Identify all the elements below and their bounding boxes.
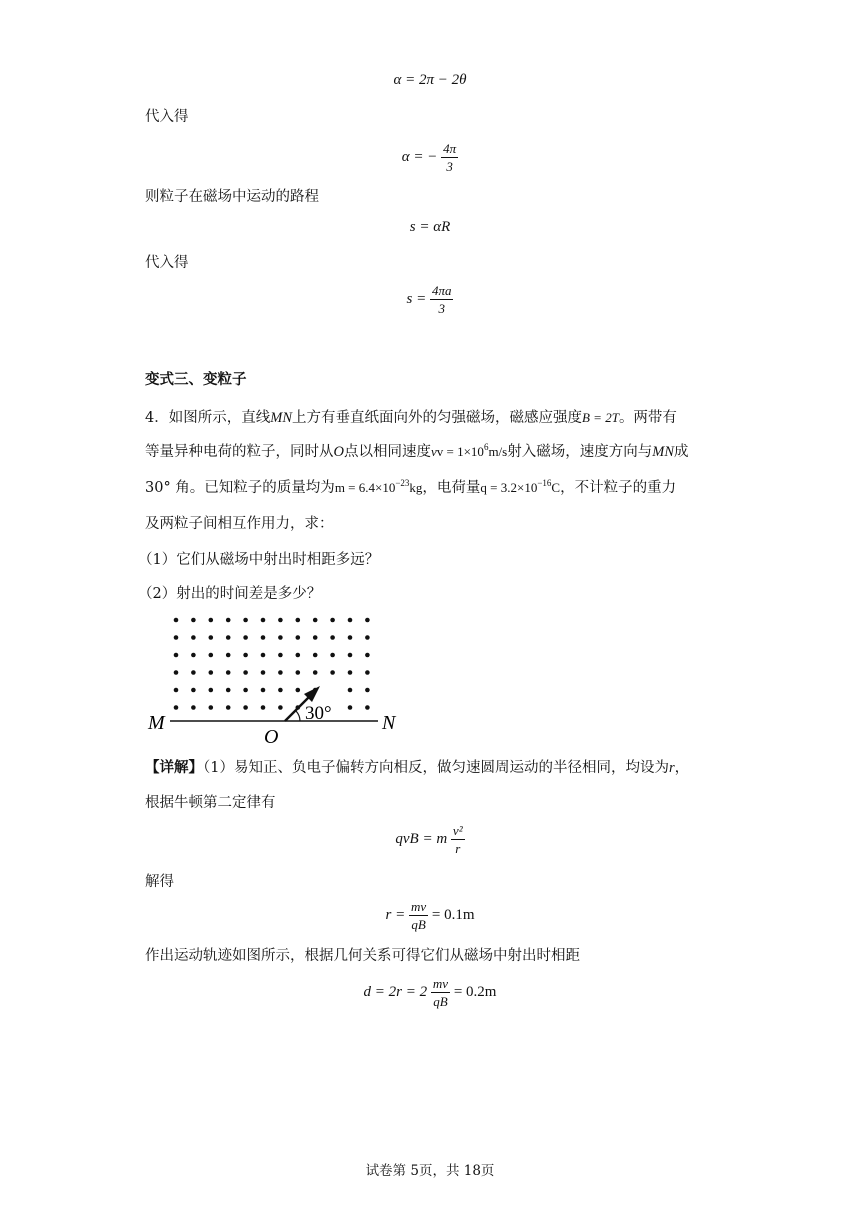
equation-alpha-value: α = − $\frac{4\pi}{3}$ <box>401 141 457 174</box>
field-dot <box>209 670 214 675</box>
field-dot <box>174 705 179 710</box>
field-dot <box>278 618 283 623</box>
field-dot <box>174 688 179 693</box>
question-2: （2）射出的时间差是多少？ <box>138 586 322 602</box>
field-dot <box>226 635 231 640</box>
field-dot <box>191 618 196 623</box>
field-dot <box>209 635 214 640</box>
field-dot <box>226 670 231 675</box>
problem-line-3: 30° 角。已知粒子的质量均为$m = 6.4\times 10^{-23}kg$，电荷量$q = 3.2\times 10^{-16}C$，不计粒子的重力 <box>145 478 677 496</box>
label-n: N <box>382 712 396 734</box>
field-dot <box>261 618 266 623</box>
field-dot <box>348 618 353 623</box>
label-o: O <box>264 726 279 743</box>
field-dot <box>191 705 196 710</box>
section-title: 变式三、变粒子 <box>145 371 247 388</box>
field-dot <box>348 670 353 675</box>
field-dot <box>209 618 214 623</box>
text-substitute-2: 代入得 <box>145 255 189 271</box>
field-dot <box>174 635 179 640</box>
solution-line-1: 【详解】（1）易知正、负电子偏转方向相反，做匀速圆周运动的半径相同，均设为r， <box>145 759 690 776</box>
field-dot <box>296 653 301 658</box>
field-dot <box>330 653 335 658</box>
question-1: （1）它们从磁场中射出时相距多远？ <box>138 552 380 568</box>
field-dot <box>278 670 283 675</box>
field-dot <box>174 653 179 658</box>
field-dot <box>191 688 196 693</box>
magnetic-field-figure <box>140 608 420 743</box>
field-dot <box>348 688 353 693</box>
field-dot <box>278 705 283 710</box>
field-dot <box>278 688 283 693</box>
field-dot <box>296 688 301 693</box>
problem-line-1: 4．如图所示，直线MN上方有垂直纸面向外的匀强磁场，磁感应强度B = 2T。两带有 <box>145 410 677 426</box>
field-dot <box>296 635 301 640</box>
field-dot <box>313 653 318 658</box>
field-dot <box>226 688 231 693</box>
field-dot <box>226 618 231 623</box>
field-dot <box>243 705 248 710</box>
field-dot <box>365 670 370 675</box>
field-dot <box>226 653 231 658</box>
field-dot <box>261 705 266 710</box>
equation-radius: r = $\frac{mv}{qB}$ = 0.1m <box>385 899 475 932</box>
field-dot <box>348 653 353 658</box>
solution-line-2: 根据牛顿第二定律有 <box>145 795 276 811</box>
field-dot <box>278 635 283 640</box>
field-dot <box>261 635 266 640</box>
field-dot <box>243 635 248 640</box>
problem-line-4: 及两粒子间相互作用力，求： <box>145 516 334 532</box>
page-footer: 试卷第 5页，共 18页 <box>365 1163 495 1179</box>
text-path-statement: 则粒子在磁场中运动的路程 <box>145 189 319 205</box>
field-dot <box>365 635 370 640</box>
field-dot <box>261 688 266 693</box>
solution-line-4: 作出运动轨迹如图所示，根据几何关系可得它们从磁场中射出时相距 <box>145 948 580 964</box>
field-dot <box>330 618 335 623</box>
field-dot <box>243 670 248 675</box>
field-dot <box>296 670 301 675</box>
field-dot <box>348 705 353 710</box>
field-dot <box>313 618 318 623</box>
field-dot <box>209 653 214 658</box>
equation-distance: d = 2r = 2 $\frac{mv}{qB}$ = 0.2m <box>363 976 497 1009</box>
field-dot <box>330 635 335 640</box>
field-dot <box>348 635 353 640</box>
field-dot <box>313 670 318 675</box>
field-dot <box>209 705 214 710</box>
field-dot <box>278 653 283 658</box>
solution-line-3: 解得 <box>145 874 174 890</box>
field-dot <box>226 705 231 710</box>
field-dot <box>261 653 266 658</box>
label-angle: 30° <box>305 703 332 724</box>
text-substitute-1: 代入得 <box>145 109 189 125</box>
equation-s-value: s = $\frac{4\pi a}{3}$ <box>406 283 452 316</box>
field-dot <box>296 618 301 623</box>
field-dot <box>174 618 179 623</box>
field-dot <box>261 670 266 675</box>
label-m: M <box>148 712 165 734</box>
field-dot <box>313 635 318 640</box>
field-dot <box>243 688 248 693</box>
field-dots <box>174 618 370 710</box>
equation-s: s = αR <box>409 219 451 235</box>
field-dot <box>243 653 248 658</box>
field-dot <box>191 670 196 675</box>
field-dot <box>174 670 179 675</box>
field-dot <box>191 635 196 640</box>
equation-newton: qvB = m $\frac{\text{v²}}{r}$ <box>395 823 463 856</box>
field-dot <box>365 705 370 710</box>
field-dot <box>243 618 248 623</box>
problem-line-2: 等量异种电荷的粒子，同时从O点以相同速度vv = $1\times 10^6m/s$射入磁场，速度方向与MN成 <box>145 442 689 460</box>
field-dot <box>209 688 214 693</box>
field-dot <box>365 618 370 623</box>
field-dot <box>365 688 370 693</box>
field-dot <box>365 653 370 658</box>
field-dot <box>191 653 196 658</box>
field-dot <box>330 670 335 675</box>
equation-alpha: α = 2π − 2θ <box>393 72 467 88</box>
angle-arc <box>296 711 300 721</box>
